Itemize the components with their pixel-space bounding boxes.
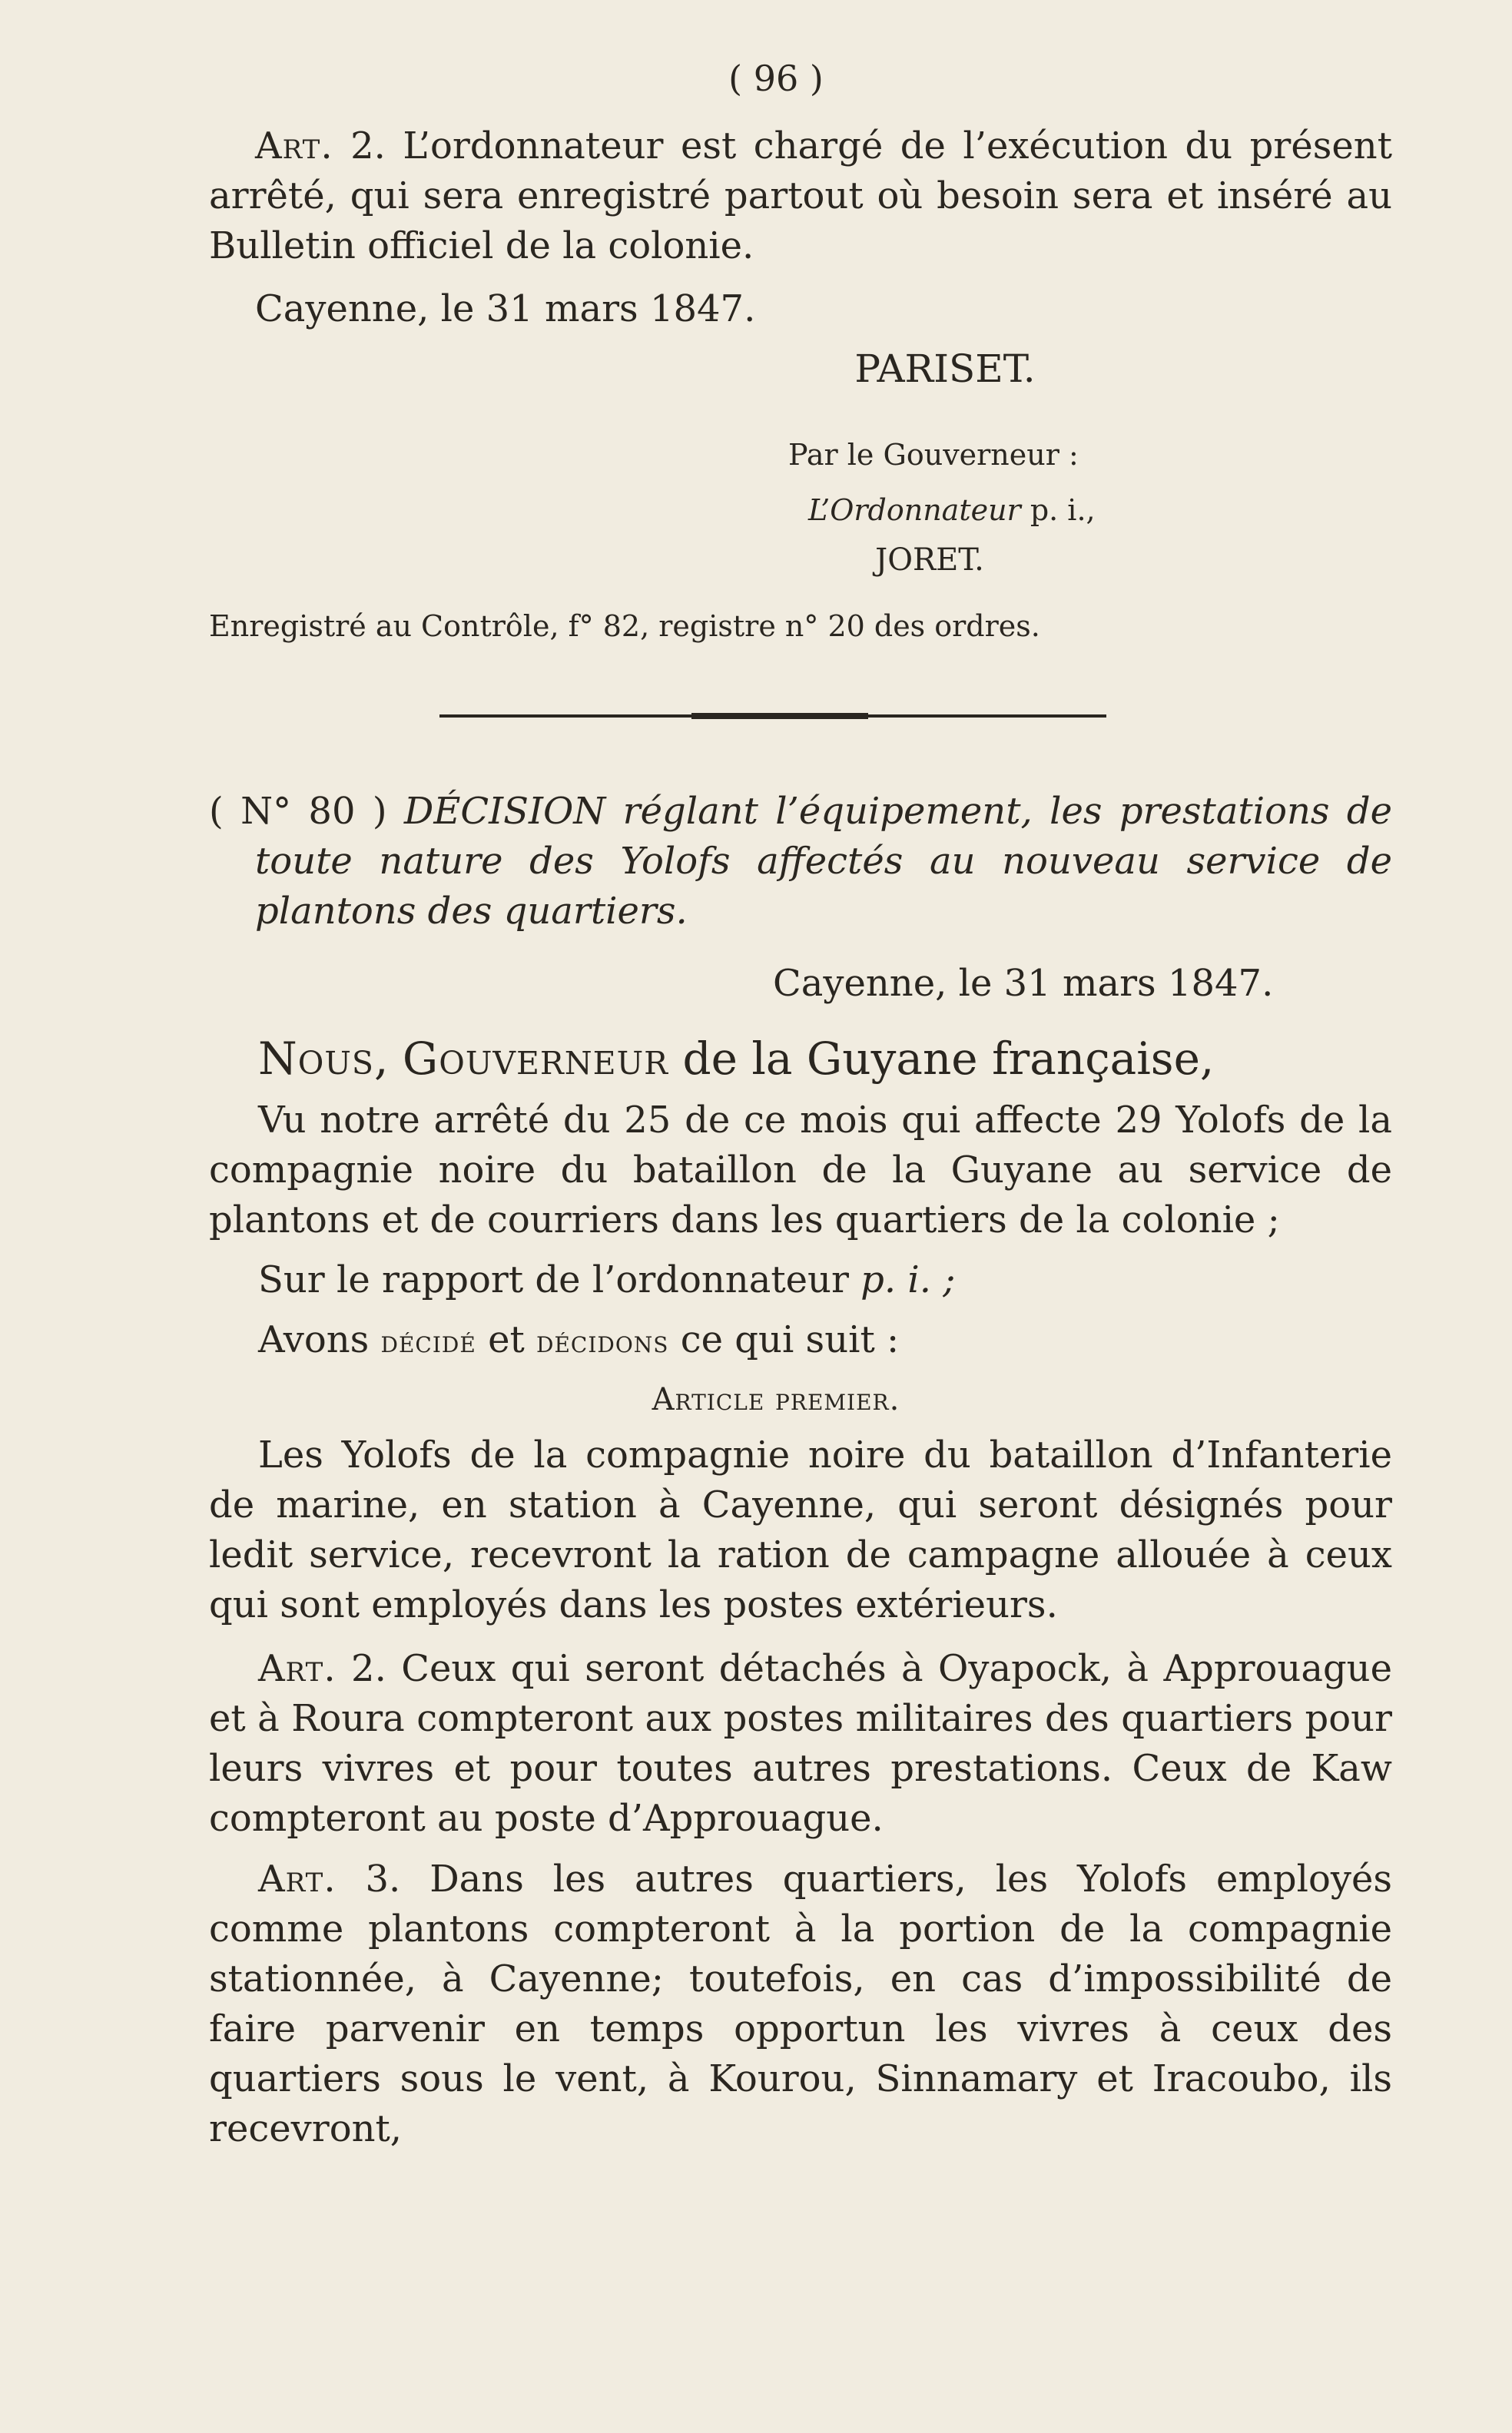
art2-text: 2. Ceux qui seront détachés à Oyapock, à Approuague et à Roura compteront aux postes militaires des quartiers pour leurs vivres et pour toutes autres prestations. Ceux de Kaw compteront au poste d’Approuague.	[209, 1647, 1392, 1840]
art2-label: Art.	[258, 1647, 337, 1690]
sur-italic: p. i. ;	[860, 1258, 956, 1301]
signature-pariset: PARISET.	[854, 346, 1036, 391]
avons-a: Avons	[258, 1318, 381, 1361]
ordonnateur-title: L’Ordonnateur	[808, 493, 1021, 527]
avons-e: ce qui suit :	[668, 1318, 900, 1361]
article-1: Les Yolofs de la compagnie noire du bataillon d’Infanterie de marine, en station à Cayenne, qui seront désignés pour ledit service, recevront la ration de campagne allouée à ceux qui sont employés dans les postes extérieurs.	[209, 1434, 1392, 1626]
vu-paragraph: Vu notre arrêté du 25 de ce mois qui affecte 29 Yolofs de la compagnie noire du bataillon de la Guyane au service de plantons et de courriers dans les quartiers de la colonie ;	[209, 1099, 1392, 1241]
sur-le-rapport	[258, 1255, 955, 1305]
nous-comma: ,	[374, 1033, 403, 1085]
decision-title: DÉCISION réglant l’équipement, les prestations de toute nature des Yolofs affectés au nouveau service de plantons des quartiers.	[255, 790, 1392, 933]
page-number: ( 96 )	[728, 58, 824, 99]
decision-date: Cayenne, le 31 mars 1847.	[773, 962, 1274, 1005]
decision-number: ( N° 80 )	[209, 790, 404, 833]
article-2	[209, 1644, 1392, 1844]
nous-gouverneur	[258, 1028, 1214, 1089]
article-2-previous	[209, 121, 1392, 271]
separator-rule-thick	[691, 713, 868, 719]
date-line: Cayenne, le 31 mars 1847.	[255, 287, 756, 330]
art3-text: 3. Dans les autres quartiers, les Yolofs employés comme plantons compteront à la portion de la compagnie stationnée, à Cayenne; toutefois, en cas d’impossibilité de faire parvenir en temps opportun les vivres à ceux des quartiers sous le vent, à Kourou, Sinnamary et Iracoubo, ils recevront,	[209, 1858, 1392, 2150]
nous-word: Nous	[258, 1033, 375, 1085]
par-le-gouverneur: Par le Gouverneur :	[788, 438, 1079, 472]
avons-c: et	[476, 1318, 537, 1361]
ordonnateur-line	[808, 489, 1096, 532]
decision-heading	[209, 787, 1392, 936]
gouverneur-word: Gouverneur	[402, 1033, 669, 1085]
art3-label: Art.	[258, 1858, 337, 1901]
enregistre-line: Enregistré au Contrôle, f° 82, registre n° 20 des ordres.	[209, 609, 1040, 643]
avons-d: décidons	[536, 1324, 669, 1360]
avons-decide	[258, 1315, 899, 1367]
sur-text: Sur le rapport de l’ordonnateur	[258, 1258, 861, 1301]
article-premier-heading: Article premier.	[652, 1382, 900, 1417]
article-3	[209, 1855, 1392, 2154]
nous-rest: de la Guyane française,	[668, 1033, 1215, 1085]
ordonnateur-suffix: p. i.,	[1020, 493, 1096, 527]
avons-b: décidé	[380, 1324, 476, 1360]
signature-joret: JORET.	[875, 542, 984, 578]
art-text: 2. L’ordonnateur est chargé de l’exécution du présent arrêté, qui sera enregistré partout où besoin sera et inséré au Bulletin officiel de la colonie.	[209, 124, 1392, 267]
art-label: Art.	[255, 124, 333, 167]
